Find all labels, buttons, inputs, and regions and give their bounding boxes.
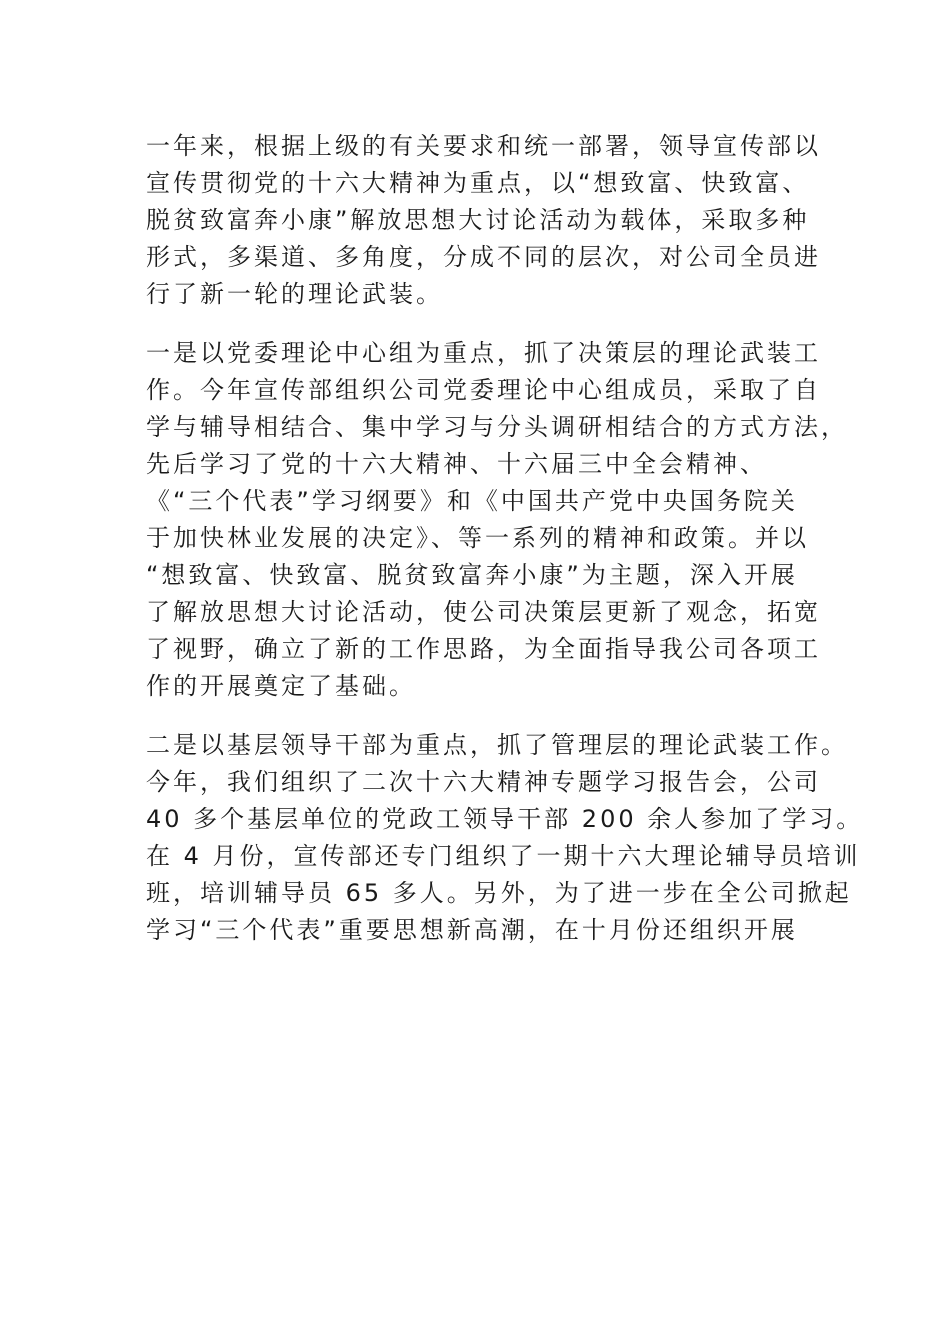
- text-line: 作。今年宣传部组织公司党委理论中心组成员，采取了自: [146, 376, 821, 404]
- text-line: 形式，多渠道、多角度，分成不同的层次，对公司全员进: [146, 243, 821, 271]
- text-line: 一年来，根据上级的有关要求和统一部署，领导宣传部以: [146, 132, 821, 160]
- text-line: 脱贫致富奔小康”解放思想大讨论活动为载体，采取多种: [146, 206, 810, 234]
- text-line: 学习“三个代表”重要思想新高潮，在十月份还组织开展: [146, 916, 798, 944]
- document-body: [146, 128, 864, 971]
- text-line: 一是以党委理论中心组为重点，抓了决策层的理论武装工: [146, 339, 821, 367]
- text-line: 40 多个基层单位的党政工领导干部 200 余人参加了学习。: [146, 805, 864, 833]
- paragraph-1: [146, 128, 821, 313]
- paragraph-2: [146, 335, 848, 705]
- text-line: 宣传贯彻党的十六大精神为重点，以“想致富、快致富、: [146, 169, 810, 197]
- text-line: 学与辅导相结合、集中学习与分头调研相结合的方式方法，: [146, 413, 848, 441]
- text-line: 了解放思想大讨论活动，使公司决策层更新了观念，拓宽: [146, 598, 821, 626]
- text-line: 作的开展奠定了基础。: [146, 672, 416, 700]
- text-line: 《“三个代表”学习纲要》和《中国共产党中央国务院关: [146, 487, 798, 515]
- text-line: 今年，我们组织了二次十六大精神专题学习报告会，公司: [146, 768, 821, 796]
- text-line: 先后学习了党的十六大精神、十六届三中全会精神、: [146, 450, 767, 478]
- text-line: 于加快林业发展的决定》、等一系列的精神和政策。并以: [146, 524, 809, 552]
- text-line: 行了新一轮的理论武装。: [146, 280, 443, 308]
- text-line: 二是以基层领导干部为重点，抓了管理层的理论武装工作。: [146, 731, 848, 759]
- text-line: 班，培训辅导员 65 多人。另外，为了进一步在全公司掀起: [146, 879, 852, 907]
- text-line: 了视野，确立了新的工作思路，为全面指导我公司各项工: [146, 635, 821, 663]
- text-line: 在 4 月份，宣传部还专门组织了一期十六大理论辅导员培训: [146, 842, 861, 870]
- text-line: “想致富、快致富、脱贫致富奔小康”为主题，深入开展: [146, 561, 798, 589]
- paragraph-3: [146, 727, 864, 949]
